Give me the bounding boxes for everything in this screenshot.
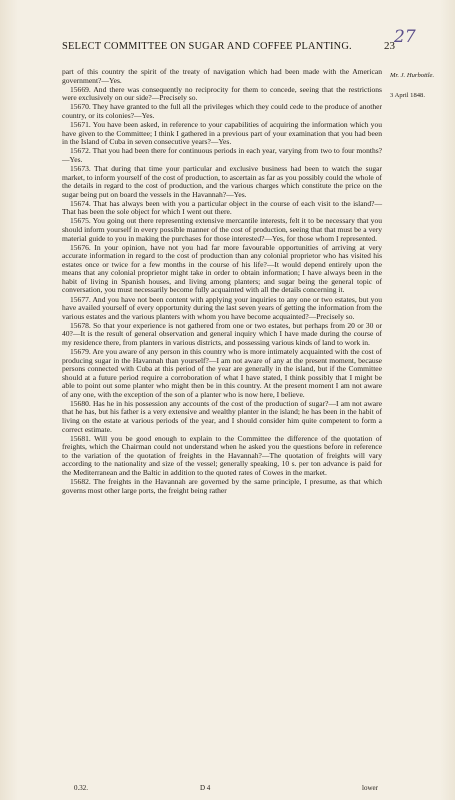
printer-signature: D 4 <box>200 784 211 792</box>
paragraph: 15680. Has he in his possession any accounts of the cost of the production of sugar?—I am not aware that he has, but his father is a very extensive and wealthy planter in the island; he has been in the habit of living on the estate at various periods of the year, and I should consider him quite competent to form a correct estimate. <box>62 398 382 434</box>
paragraph: 15672. That you had been there for continuous periods in each year, varying from two to four months?—Yes. <box>62 146 382 164</box>
footer-reference: 0.32. <box>74 784 88 792</box>
handwritten-folio-number: 27 <box>394 27 416 47</box>
paragraph: 15682. The freights in the Havannah are governed by the same principle, I presume, as that which governs most other large ports, the freight being rather <box>62 477 382 495</box>
paragraph: 15674. That has always been with you a particular object in the course of each visit to the island?—That has been the sole object for which I went out there. <box>62 198 382 217</box>
margin-witness-name: Mr. J. Hurbottle. <box>390 72 435 79</box>
paragraph: 15677. And you have not been content with applying your inquiries to any one or two estates, but you have availed yourself of every opportunity during the last seven years of getting the information from the various estates and the various planters with whom you have become acquainted?—Precisely so. <box>62 294 382 321</box>
catchword: lower <box>362 784 378 792</box>
paragraph: 15675. You going out there representing extensive mercantile interests, felt it to be necessary that you should inform yourself in every possible manner of the cost of production, seeing that that must be a very material guide to you in making the purchases for those interested?—Yes, for those whom I represented. <box>62 216 382 243</box>
paragraph: 15670. They have granted to the full all the privileges which they could cede to the produce of another country, or its colonies?—Yes. <box>62 102 382 120</box>
margin-date: 3 April 1848. <box>390 92 425 99</box>
paragraph: 15673. That during that time your particular and exclusive business had been to watch the sugar market, to inform yourself of the cost of production, to ascertain as far as you possibly could the whole of the details in regard to the cost of production, and the various charges which constitute the price on the sugar being put on board the vessels in the Havannah?—Yes. <box>62 163 382 199</box>
running-header: SELECT COMMITTEE ON SUGAR AND COFFEE PLANTING. <box>62 41 352 52</box>
paragraph: part of this country the spirit of the treaty of navigation which had been made with the American government?—Yes. <box>62 67 382 85</box>
paragraph: 15671. You have been asked, in reference to your capabilities of acquiring the information which you have given to the Committee; I think I gathered in a previous part of your examination that you had been in the Island of Cuba in seven consecutive years?—Yes. <box>62 120 382 147</box>
paragraph: 15669. And there was consequently no reciprocity for them to concede, seeing that the restrictions were exclusively on our side?—Precisely so. <box>62 84 382 103</box>
paragraph: 15681. Will you be good enough to explain to the Committee the difference of the quotation of freights, which the Chairman could not understand when he asked you the questions before in reference to the variation of the quotation of freights in the Havannah?—The quotation of freights will vary according to the nationality and size of the vessel; generally speaking, 10 s. per ton advance is paid for the Mediterranean and the Baltic in addition to the quoted rates of Cowes in the market. <box>62 433 382 477</box>
page-number: 23 <box>384 40 395 52</box>
paragraph: 15679. Are you aware of any person in this country who is more intimately acquainted with the cost of producing sugar in the Havannah than yourself?—I am not aware of any at the present moment, because persons connected with Cuba at this period of the year are generally in the island, but if the Committee should at a future period require a corroboration of what I have stated, I think possibly that I might be able to point out some planter who might then be in this country. At the present moment I am not aware of any one, with the exception of the son of a planter who is now here, I believe. <box>62 347 382 399</box>
paragraph: 15676. In your opinion, have not you had far more favourable opportunities of arriving at very accurate information in regard to the cost of production than any colonial proprietor who has visited his estates once or twice for a few months in the course of his life?—It would depend entirely upon the means that any colonial proprietor might take in order to obtain information; I have always been in the habit of living in Spanish houses, and living among planters; and sugar being the general topic of conversation, you must necessarily become fully acquainted with all the details concerning it. <box>62 242 382 295</box>
paragraph: 15678. So that your experience is not gathered from one or two estates, but perhaps from 20 or 30 or 40?—It is the result of general observation and general inquiry which I have made during the course of my residence there, from planters in various districts, and possessing various kinds of land to work in. <box>62 320 382 347</box>
body-text <box>62 68 382 496</box>
